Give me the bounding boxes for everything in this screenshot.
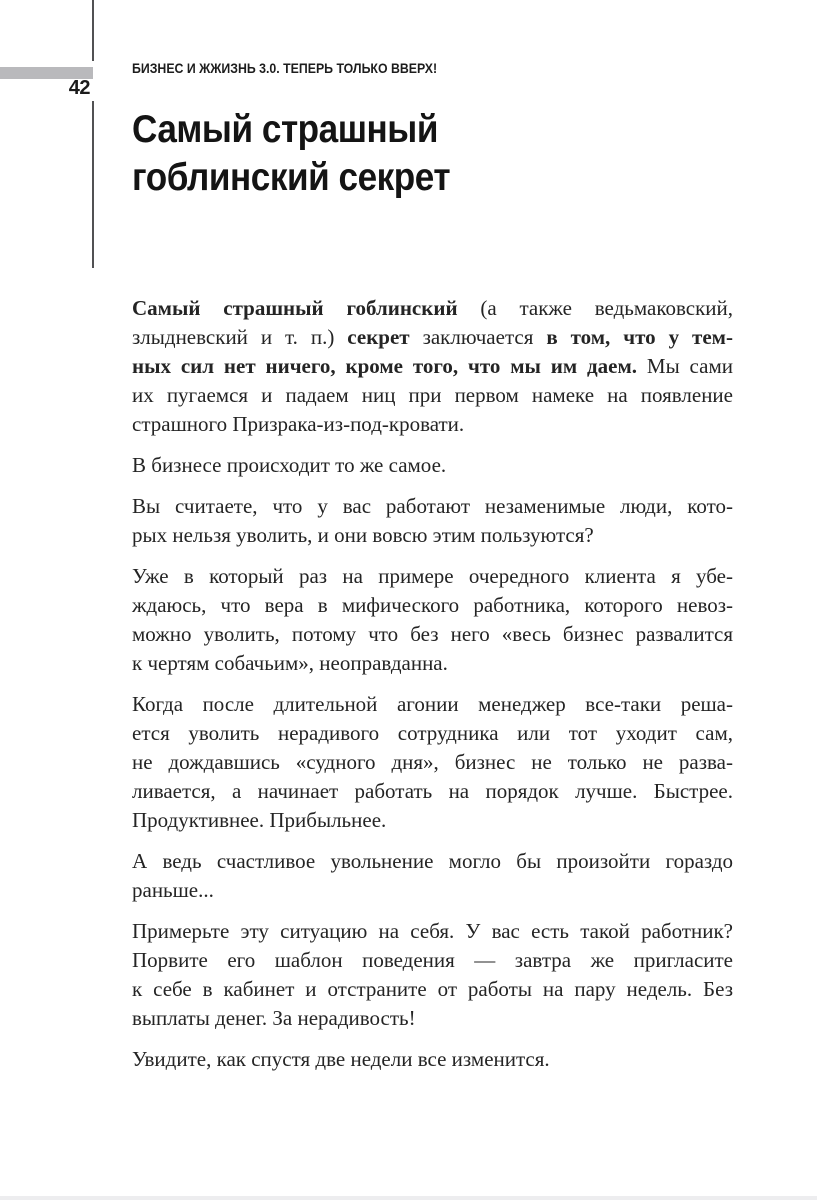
text-segment: ливается, а начинает работать на порядок лучше. Быстрее. bbox=[132, 779, 733, 803]
text-segment: не дождавшись «судного дня», бизнес не только не разва- bbox=[132, 750, 733, 774]
text-segment: В бизнесе происходит то же самое. bbox=[132, 453, 447, 477]
bold-text-segment: Самый страшный гоблинский bbox=[132, 296, 481, 320]
text-line bbox=[132, 451, 733, 480]
text-segment: Мы сами bbox=[646, 354, 733, 378]
text-line bbox=[132, 946, 733, 975]
text-segment: можно уволить, потому что без него «весь бизнес развалится bbox=[132, 622, 733, 646]
paragraph bbox=[132, 294, 733, 439]
paragraph bbox=[132, 492, 733, 550]
text-segment: страшного Призрака-из-под-кровати. bbox=[132, 412, 465, 436]
text-line bbox=[132, 748, 733, 777]
text-segment: рых нельзя уволить, и они вовсю этим пользуются? bbox=[132, 523, 594, 547]
chapter-title bbox=[132, 106, 450, 202]
text-segment: злыдневский и т. п.) bbox=[132, 325, 348, 349]
text-segment: к себе в кабинет и отстраните от работы на пару недель. Без bbox=[132, 977, 733, 1001]
page-number: 42 bbox=[68, 77, 90, 99]
text-segment: ется уволить нерадивого сотрудника или тот уходит сам, bbox=[132, 721, 733, 745]
text-segment: (а также ведьмаковский, bbox=[480, 296, 733, 320]
text-line bbox=[132, 917, 733, 946]
running-head: БИЗНЕС И ЖЖИЗНЬ 3.0. ТЕПЕРЬ ТОЛЬКО ВВЕРХ! bbox=[132, 60, 438, 76]
text-segment: Когда после длительной агонии менеджер все-таки реша- bbox=[132, 692, 733, 716]
text-line bbox=[132, 719, 733, 748]
text-segment: раньше... bbox=[132, 878, 214, 902]
text-line bbox=[132, 847, 733, 876]
text-segment: Вы считаете, что у вас работают незаменимые люди, кото- bbox=[132, 494, 733, 518]
paragraph bbox=[132, 562, 733, 678]
text-line bbox=[132, 492, 733, 521]
text-line bbox=[132, 352, 733, 381]
text-segment: ждаюсь, что вера в мифического работника, которого невоз- bbox=[132, 593, 733, 617]
margin-rule-top bbox=[92, 0, 94, 61]
text-line bbox=[132, 975, 733, 1004]
text-line bbox=[132, 591, 733, 620]
text-segment: выплаты денег. За нерадивость! bbox=[132, 1006, 416, 1030]
text-line bbox=[132, 806, 733, 835]
text-segment: Увидите, как спустя две недели все изменится. bbox=[132, 1047, 550, 1071]
text-segment: их пугаемся и падаем ниц при первом намеке на появление bbox=[132, 383, 733, 407]
paragraph bbox=[132, 847, 733, 905]
text-segment: Примерьте эту ситуацию на себя. У вас есть такой работник? bbox=[132, 919, 733, 943]
text-segment: Уже в который раз на примере очередного клиента я убе- bbox=[132, 564, 733, 588]
paragraph bbox=[132, 690, 733, 835]
text-line bbox=[132, 294, 733, 323]
chapter-title-line-2: гоблинский секрет bbox=[132, 156, 451, 199]
text-line bbox=[132, 876, 733, 905]
body-text bbox=[132, 294, 733, 1086]
bold-text-segment: в том, что у тем- bbox=[546, 325, 733, 349]
text-line bbox=[132, 323, 733, 352]
paragraph bbox=[132, 917, 733, 1033]
text-line bbox=[132, 1004, 733, 1033]
bold-text-segment: секрет bbox=[347, 325, 423, 349]
text-line bbox=[132, 649, 733, 678]
text-segment: А ведь счастливое увольнение могло бы произойти гораздо bbox=[132, 849, 733, 873]
text-line bbox=[132, 690, 733, 719]
paragraph bbox=[132, 451, 733, 480]
text-line bbox=[132, 1045, 733, 1074]
paragraph bbox=[132, 1045, 733, 1074]
text-segment: к чертям собачьим», неоправданна. bbox=[132, 651, 448, 675]
text-line bbox=[132, 562, 733, 591]
text-line bbox=[132, 521, 733, 550]
scan-bottom-edge bbox=[0, 1196, 817, 1200]
text-segment: заключается bbox=[422, 325, 547, 349]
text-segment: Порвите его шаблон поведения — завтра же пригласите bbox=[132, 948, 733, 972]
bold-text-segment: ных сил нет ничего, кроме того, что мы им даем. bbox=[132, 354, 647, 378]
margin-rule-bottom bbox=[92, 101, 94, 268]
text-line bbox=[132, 777, 733, 806]
text-segment: Продуктивнее. Прибыльнее. bbox=[132, 808, 387, 832]
text-line bbox=[132, 381, 733, 410]
chapter-title-line-1: Самый страшный bbox=[132, 108, 438, 151]
text-line bbox=[132, 620, 733, 649]
text-line bbox=[132, 410, 733, 439]
